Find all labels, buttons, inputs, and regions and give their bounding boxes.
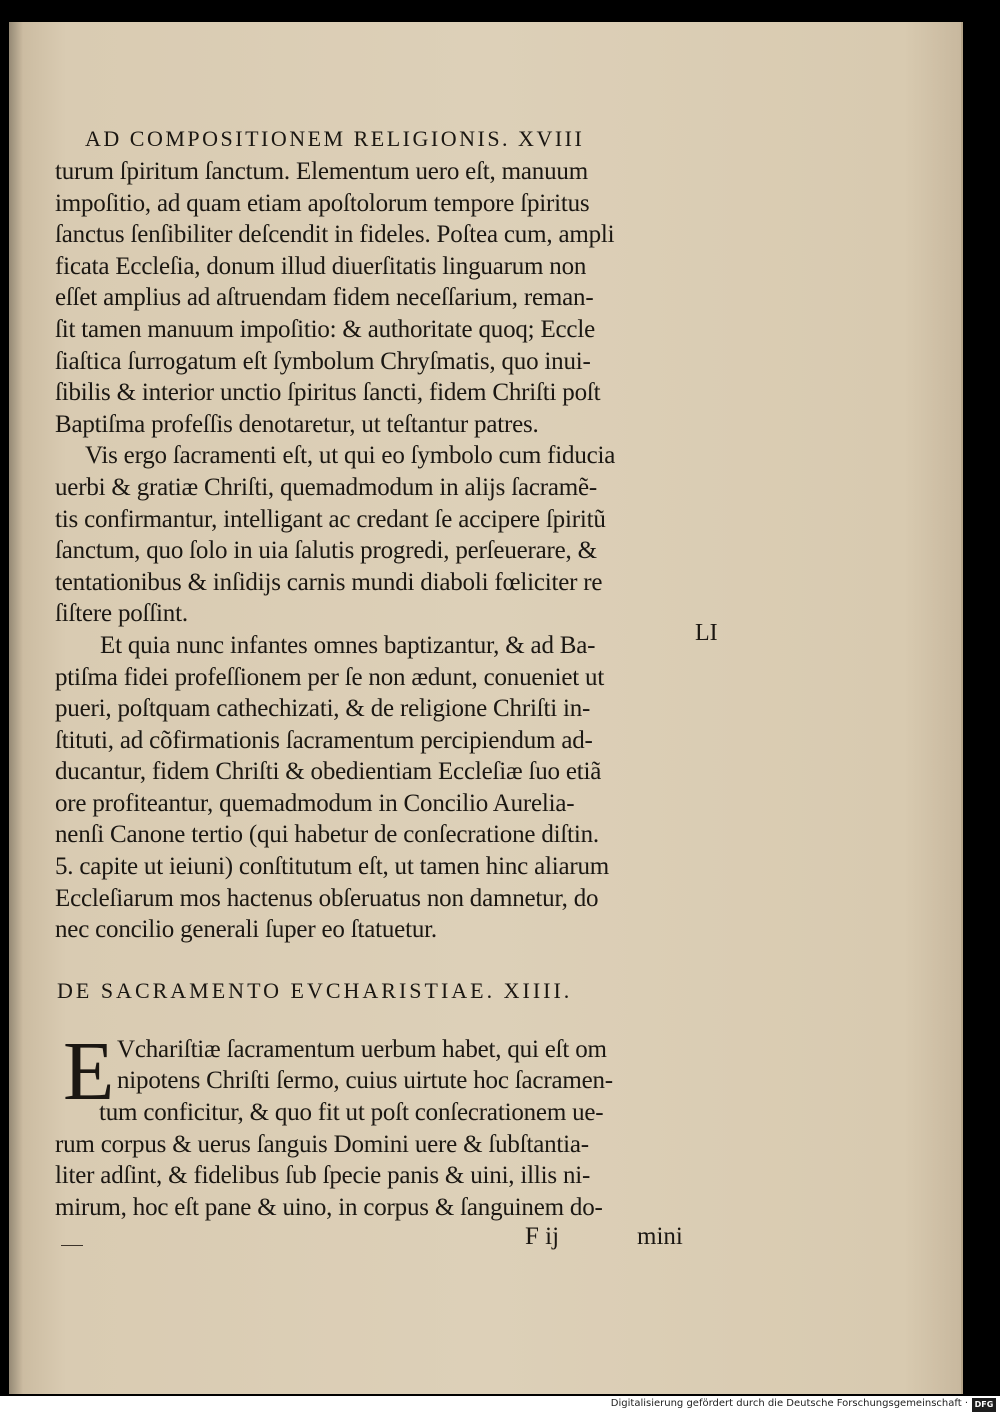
- signature-line: [55, 1223, 705, 1255]
- text-line: Vis ergo ſacramenti eſt, ut qui eo ſymbolo cum fiducia: [85, 442, 616, 470]
- paragraph-4: [55, 1024, 705, 1224]
- paragraph-2: [55, 440, 705, 630]
- text-line: rum corpus & uerus ſanguis Domini uere & ſubſtantia-: [55, 1130, 589, 1158]
- text-line: nipotens Chriſti ſermo, cuius uirtute hoc ſacramen-: [117, 1067, 613, 1095]
- section-heading: DE SACRAMENTO EVCHARISTIAE. XIIII.: [57, 977, 573, 1003]
- text-line: ſanctus ſenſibiliter deſcendit in fideles. Poſtea cum, ampli: [55, 221, 615, 249]
- text-line: ſibilis & interior unctio ſpiritus ſancti, fidem Chriſti poſt: [55, 379, 601, 407]
- running-head: AD COMPOSITIONEM RELIGIONIS. XVIII: [85, 126, 585, 151]
- text-line: ficata Eccleſia, donum illud diuerſitatis linguarum non: [55, 252, 587, 280]
- text-line: impoſitio, ad quam etiam apoſtolorum tempore ſpiritus: [55, 189, 590, 217]
- text-block: [55, 122, 705, 1255]
- marginal-folio-note: LI: [695, 620, 718, 646]
- page-gutter-shadow: [9, 22, 23, 1394]
- footer-credit: Digitalisierung gefördert durch die Deutsche Forschungsgemeinschaft ·: [610, 1398, 968, 1409]
- text-line: ſiſtere poſſint.: [55, 600, 188, 628]
- text-line: ducantur, fidem Chriſti & obedientiam Eccleſiæ ſuo etiã: [55, 758, 602, 786]
- paragraph-3: [55, 630, 705, 946]
- text-line: turum ſpiritum ſanctum. Elementum uero eſt, manuum: [55, 158, 588, 185]
- text-line: Baptiſma profeſſis denotaretur, ut teſtantur patres.: [55, 410, 539, 438]
- paragraph-1: [55, 156, 705, 440]
- text-line: nec concilio generali ſuper eo ſtatuetur.: [55, 916, 437, 944]
- signature-mark: F ij: [525, 1223, 560, 1251]
- text-line: nenſi Canone tertio (qui habetur de conſecratione diſtin.: [55, 821, 599, 849]
- catchword: mini: [637, 1223, 683, 1251]
- text-line: mirum, hoc eſt pane & uino, in corpus & ſanguinem do-: [55, 1193, 603, 1221]
- text-line: Vchariſtiæ ſacramentum uerbum habet, qui eſt om: [117, 1035, 607, 1063]
- text-line: Eccleſiarum mos hactenus obſeruatus non damnetur, do: [55, 884, 599, 912]
- text-line: pueri, poſtquam cathechizati, & de religione Chriſti in-: [55, 695, 591, 723]
- text-line: tum conficitur, & quo fit ut poſt conſecrationem ue-: [99, 1099, 604, 1127]
- text-line: liter adſint, & fidelibus ſub ſpecie panis & uini, illis ni-: [55, 1162, 591, 1190]
- text-line: ptiſma fidei profeſſionem per ſe non ædunt, conueniet ut: [55, 663, 605, 691]
- text-line: 5. capite ut ieiuni) conſtitutum eſt, ut tamen hinc aliarum: [55, 853, 610, 881]
- text-line: eſſet amplius ad aſtruendam fidem neceſſarium, reman-: [55, 284, 594, 312]
- text-line: ſtituti, ad cõfirmationis ſacramentum percipiendum ad-: [55, 726, 593, 754]
- text-line: ſanctum, quo ſolo in uia ſalutis progredi, perſeuerare, &: [55, 537, 597, 565]
- dfg-logo-icon: DFG: [972, 1398, 996, 1412]
- text-line: tentationibus & inſidijs carnis mundi diaboli fœliciter re: [55, 568, 603, 596]
- text-line: tis confirmantur, intelligant ac credant ſe accipere ſpiritũ: [55, 505, 606, 533]
- drop-initial: E: [63, 1024, 115, 1118]
- text-line: uerbi & gratiæ Chriſti, quemadmodum in alijs ſacramẽ-: [55, 473, 598, 501]
- text-line: Et quia nunc infantes omnes baptizantur, & ad Ba-: [100, 631, 596, 659]
- text-line: ſit tamen manuum impoſitio: & authoritate quoq; Eccle: [55, 315, 595, 343]
- text-line: ſiaſtica ſurrogatum eſt ſymbolum Chryſmatis, quo inui-: [55, 347, 591, 375]
- margin-rule: [61, 1245, 83, 1246]
- text-line: ore profiteantur, quemadmodum in Concilio Aurelia-: [55, 789, 575, 817]
